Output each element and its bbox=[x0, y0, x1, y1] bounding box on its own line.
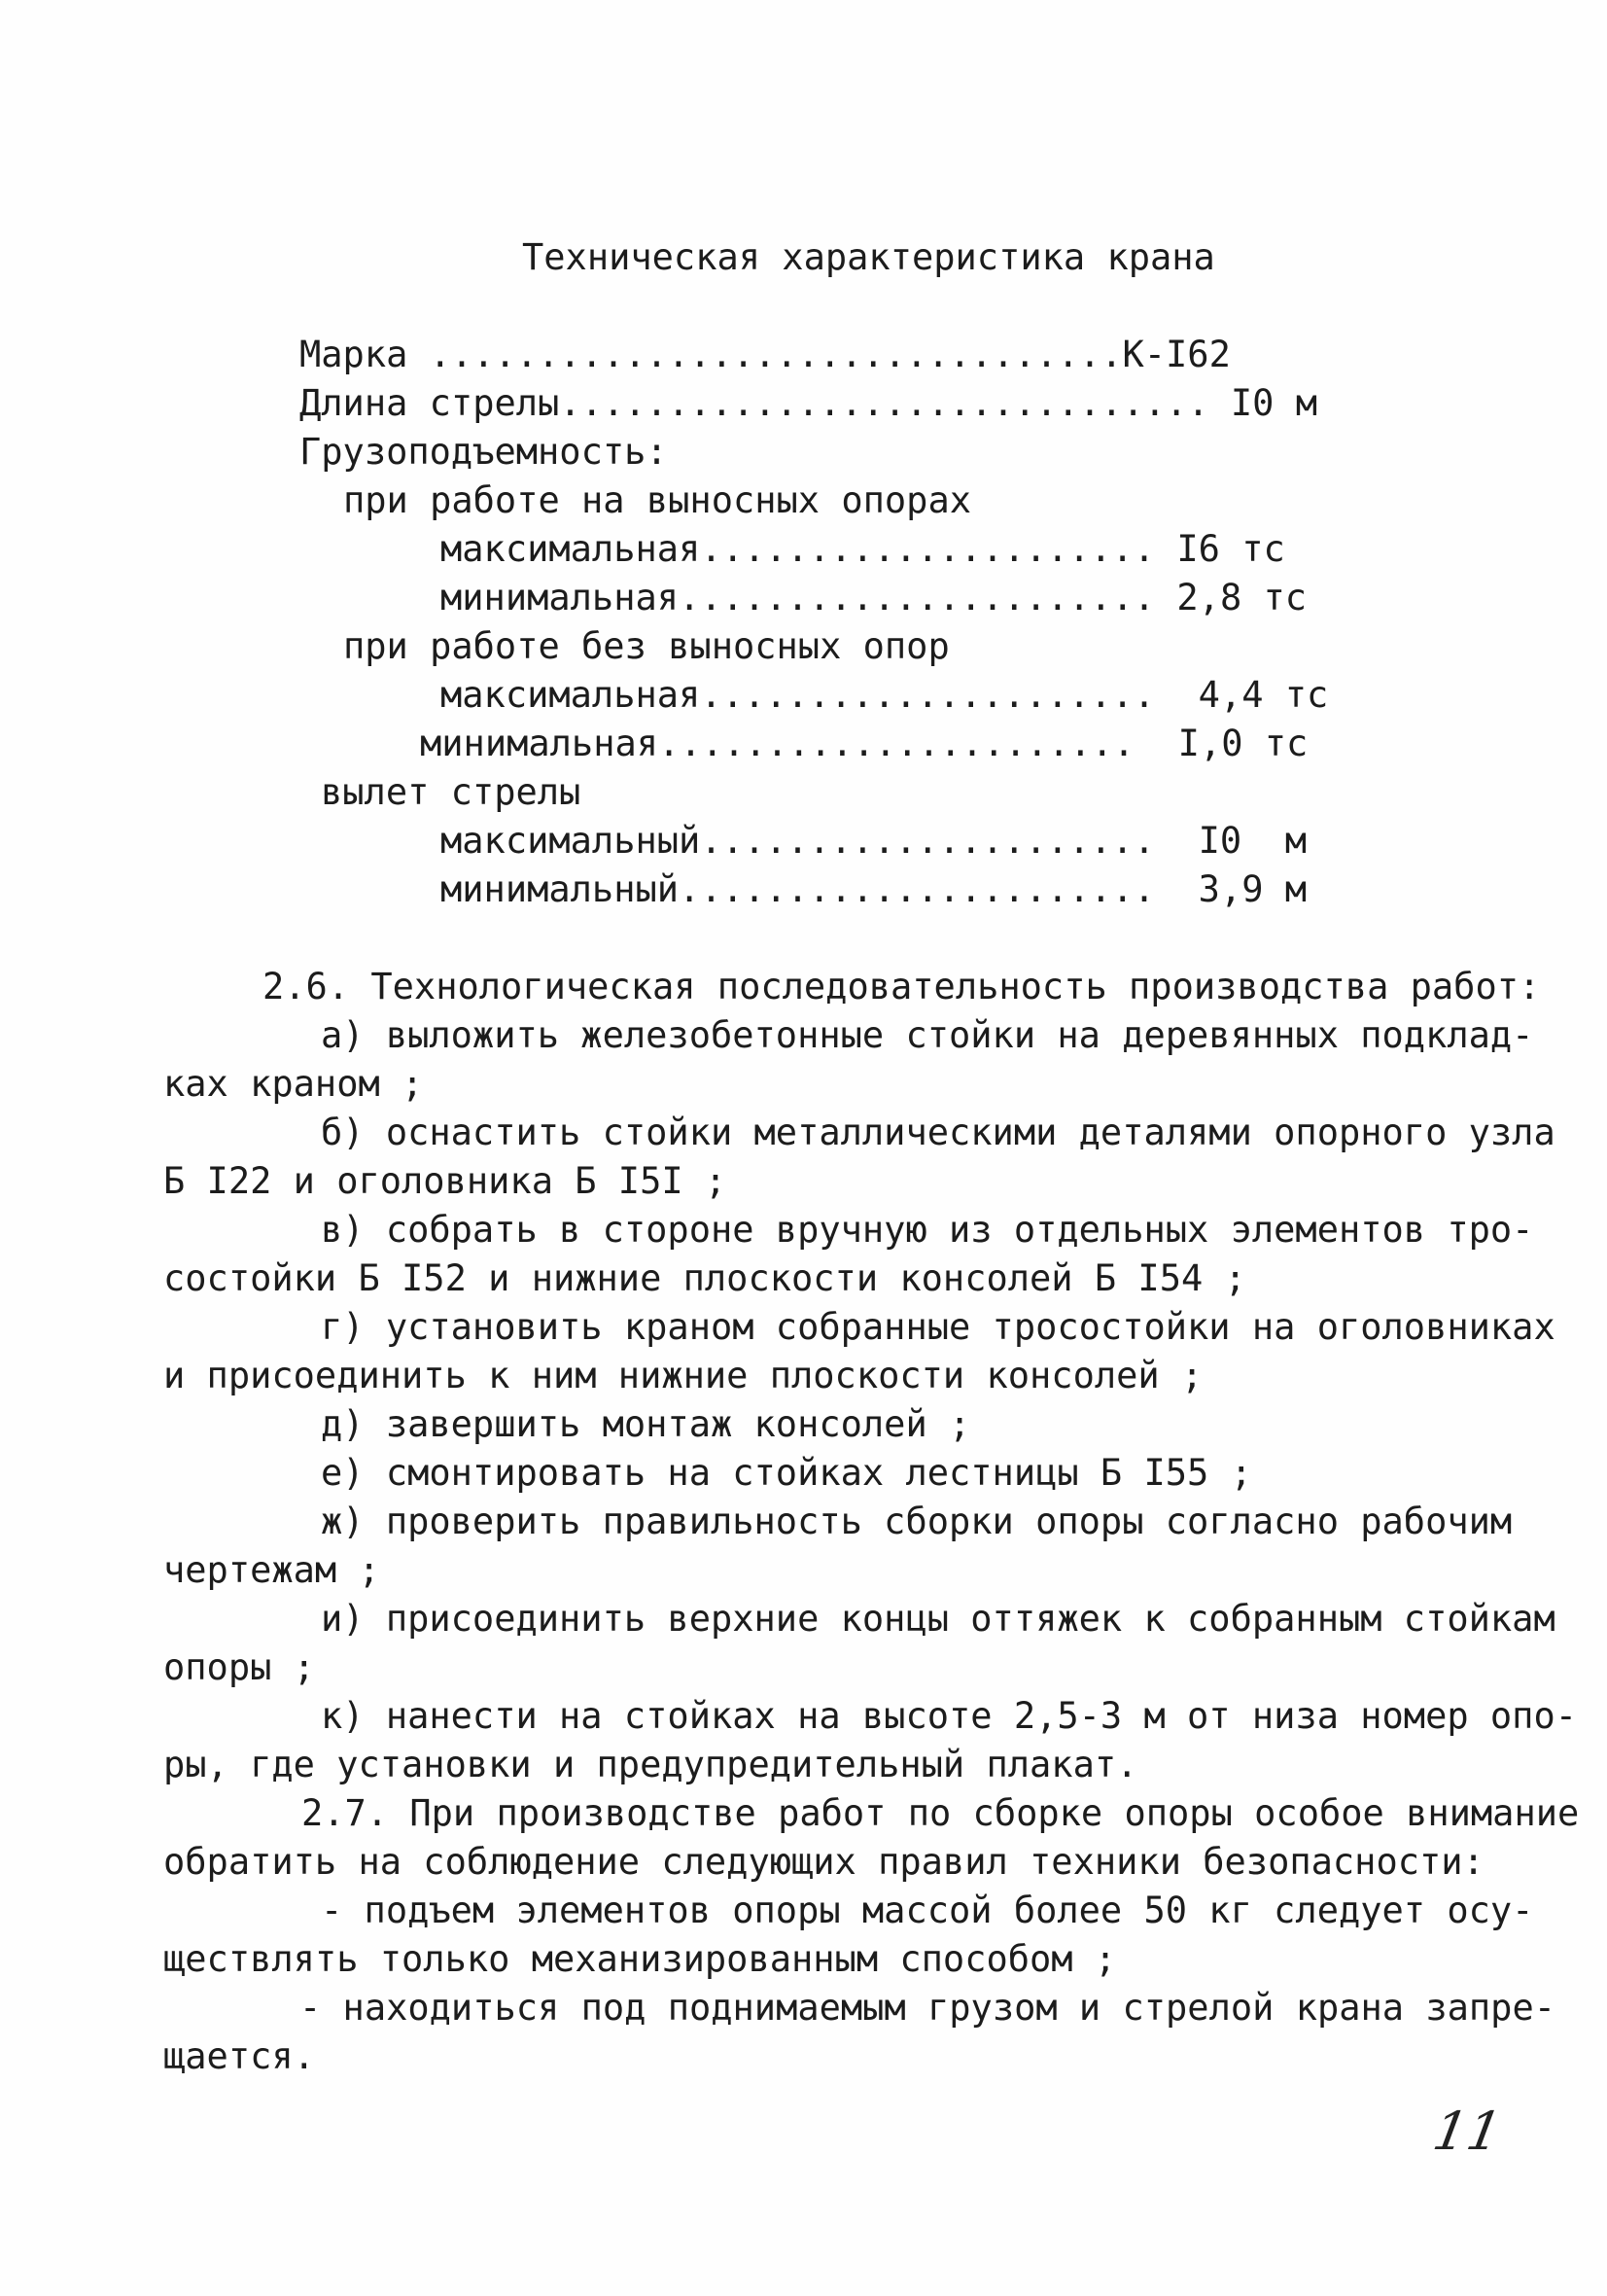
spec-value: 3,9 м bbox=[1155, 868, 1308, 910]
list-item-v-cont: состойки Б I52 и нижние плоскости консолей Б I54 ; bbox=[163, 1257, 1246, 1299]
spec-dots: ..................... bbox=[700, 820, 1156, 862]
spec-row bbox=[440, 817, 1307, 865]
spec-dots: ..................... bbox=[700, 674, 1156, 716]
list-item-b-cont: Б I22 и оголовника Б I5I ; bbox=[163, 1160, 727, 1202]
spec-subheading bbox=[321, 768, 580, 817]
spec-subheading bbox=[343, 477, 971, 525]
spec-dots: .............................. bbox=[559, 382, 1209, 424]
spec-label: минимальная bbox=[440, 577, 680, 618]
spec-label: максимальная bbox=[440, 528, 701, 570]
list-item-k-cont: ры, где установки и предупредительный плакат. bbox=[163, 1744, 1138, 1785]
spec-row bbox=[440, 574, 1307, 622]
section-2-7-cont: обратить на соблюдение следующих правил техники безопасности: bbox=[163, 1841, 1485, 1883]
spec-label: Длина стрелы bbox=[299, 382, 560, 424]
safety-item-2: - находиться под поднимаемым грузом и стрелой крана запре- bbox=[299, 1987, 1556, 2029]
section-heading-2-6: 2.6. Технологическая последовательность производства работ: bbox=[262, 966, 1541, 1007]
list-item-a: а) выложить железобетонные стойки на деревянных подклад- bbox=[321, 1014, 1534, 1056]
list-item-k: к) нанести на стойках на высоте 2,5-3 м от низа номер опо- bbox=[321, 1695, 1578, 1737]
spec-value: 2,8 тс bbox=[1155, 577, 1308, 618]
spec-row bbox=[299, 379, 1317, 428]
spec-value: I0 м bbox=[1155, 820, 1308, 862]
spec-dots: ..................... bbox=[700, 528, 1156, 570]
safety-item-1-cont: ществлять только механизированным способом ; bbox=[163, 1938, 1117, 1980]
list-item-g-cont: и присоединить к ним нижние плоскости консолей ; bbox=[163, 1355, 1204, 1396]
spec-label: вылет стрелы bbox=[321, 771, 581, 813]
spec-title: Техническая характеристика крана bbox=[522, 236, 1215, 278]
spec-value: I,0 тс bbox=[1135, 723, 1309, 764]
spec-label: максимальный bbox=[440, 820, 701, 862]
spec-value: 4,4 тс bbox=[1155, 674, 1329, 716]
list-item-i: и) присоединить верхние концы оттяжек к собранным стойкам bbox=[321, 1598, 1555, 1640]
spec-value: I6 тс bbox=[1155, 528, 1285, 570]
safety-item-2-cont: щается. bbox=[163, 2035, 315, 2077]
spec-value: К-I62 bbox=[1122, 334, 1231, 375]
list-item-g: г) установить краном собранные тросостойки на оголовниках bbox=[321, 1306, 1555, 1348]
list-item-d: д) завершить монтаж консолей ; bbox=[321, 1403, 971, 1445]
spec-dots: ...................... bbox=[679, 868, 1156, 910]
spec-label: Грузоподъемность: bbox=[299, 431, 668, 473]
list-item-v: в) собрать в стороне вручную из отдельных элементов тро- bbox=[321, 1209, 1534, 1251]
spec-heading bbox=[299, 428, 668, 477]
spec-label: при работе на выносных опорах bbox=[343, 479, 972, 521]
list-item-e: е) смонтировать на стойках лестницы Б I55 ; bbox=[321, 1452, 1252, 1494]
spec-row bbox=[299, 331, 1231, 379]
list-item-zh: ж) проверить правильность сборки опоры согласно рабочим bbox=[321, 1501, 1513, 1542]
spec-subheading bbox=[343, 622, 950, 671]
list-item-a-cont: ках краном ; bbox=[163, 1063, 424, 1105]
spec-row bbox=[440, 865, 1307, 914]
spec-dots: ...................... bbox=[679, 577, 1156, 618]
spec-row bbox=[420, 720, 1308, 768]
spec-row bbox=[440, 525, 1285, 574]
list-item-b: б) оснастить стойки металлическими деталями опорного узла bbox=[321, 1112, 1555, 1153]
spec-label: минимальная bbox=[420, 723, 659, 764]
spec-label: минимальный bbox=[440, 868, 680, 910]
list-item-i-cont: опоры ; bbox=[163, 1646, 315, 1688]
spec-dots: ...................... bbox=[658, 723, 1135, 764]
list-item-zh-cont: чертежам ; bbox=[163, 1549, 380, 1591]
spec-label: максимальная bbox=[440, 674, 701, 716]
spec-value: I0 м bbox=[1208, 382, 1317, 424]
section-heading-2-7: 2.7. При производстве работ по сборке опоры особое внимание bbox=[301, 1792, 1580, 1834]
page-number: 11 bbox=[1428, 2101, 1507, 2162]
safety-item-1: - подъем элементов опоры массой более 50 кг следует осу- bbox=[321, 1890, 1534, 1931]
spec-dots: ................................ bbox=[429, 334, 1123, 375]
spec-label: при работе без выносных опор bbox=[343, 625, 950, 667]
spec-row bbox=[440, 671, 1328, 720]
spec-label: Марка bbox=[299, 334, 430, 375]
